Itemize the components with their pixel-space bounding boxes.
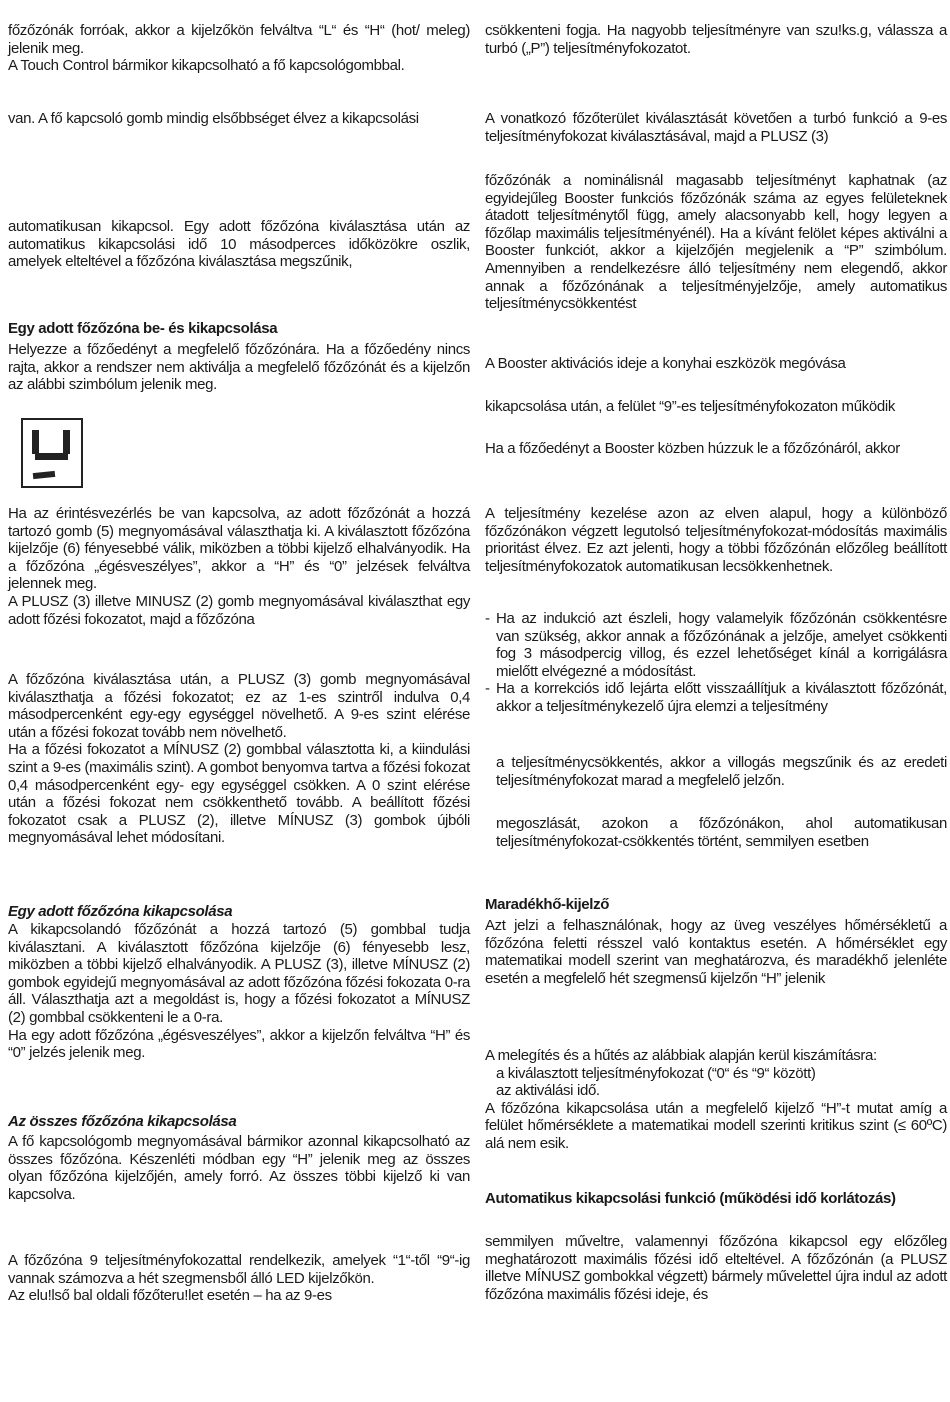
text-block: Ha az érintésvezérlés be van kapcsolva, az adott főzőzónát a hozzá tartozó gomb (5) megnyomásával választhatja ki. A kiválasztott főzőzóna kijelzője (6) fényesebbé válik, miközben a többi kijelző elhalványodik. Ha a főzőzóna „égésveszélyes”, akkor a “H” és “0” jelzések felváltva jelennek meg. A PLUSZ (3) illetve MINUSZ (2) gomb megnyomásával kiválaszthat egy adott főzési fokozatot, majd a főzőzóna [8, 505, 470, 628]
text-block: Azt jelzi a felhasználónak, hogy az üveg veszélyes hőmérsékletű a főzőzóna feletti résszel való kontaktus esetén. A hőmérséklet egy matematikai modell szerint van meghatározva, és maradékhő jelenléte esetén a megfelelő hét szegmensű kijelzőn “H” jelenik [485, 917, 947, 987]
section-heading: Az összes főzőzóna kikapcsolása [8, 1113, 237, 1130]
section-heading: Automatikus kikapcsolási funkció (működési idő korlátozás) [485, 1190, 896, 1207]
no-pan-symbol-icon [21, 418, 83, 488]
text-block: A vonatkozó főzőterület kiválasztását követően a turbó funkció a 9-es teljesítményfokozat kiválasztásával, majd a PLUSZ (3) [485, 110, 947, 145]
section-heading: Egy adott főzőzóna be- és kikapcsolása [8, 320, 278, 337]
text-block: főzőzónák a nominálisnál magasabb teljesítményt kaphatnak (az egyidejűleg Booster funkciós főzőzónák száma az egyes felületeknek átadott teljesítménytől függ, amely alacsonyabb kell, hogy legyen a főzőlap maximális teljesítményénél). Ha a kívánt felölet képes aktiválni a Booster funkciót, akkor a kijelzőjén megjelenik a “P” szimbólum. Amennyiben a rendelkezésre álló teljesítmény nem elegendő, akkor annak a főzőzónának a teljesítményjelzője, amely automatikus teljesítménycsökkentést [485, 172, 947, 313]
text-block: a teljesítménycsökkentés, akkor a villogás megszűnik és az eredeti teljesítményfokozat marad a megfelelő jelzőn. [496, 754, 947, 789]
text-block: automatikusan kikapcsol. Egy adott főzőzóna kiválasztása után az automatikus kikapcsolási idő 10 másodperces időközökre oszlik, amelyek elteltével a főzőzóna kiválasztása megszűnik, [8, 218, 470, 271]
text-block: A kikapcsolandó főzőzónát a hozzá tartozó (5) gombbal tudja kiválasztani. A kiválasztott főzőzóna kijelzője (6) fényesebb lesz, miközben a többi kijelző elhalványodik. A PLUSZ (3), illetve MÍNUSZ (2) gombok egyidejű megnyomásával az adott főzőzóna főzési fokozata 0-ra áll. Választhatja azt a megoldást is, hogy a főzési fokozatot a MÍNUSZ (2) gombbal csökkenteni le a 0-ra. Ha egy adott főzőzóna „égésveszélyes”, akkor a kijelzőn felváltva “H” és “0” jelzés jelenik meg. [8, 921, 470, 1062]
text-block: A főzőzóna kiválasztása után, a PLUSZ (3) gomb megnyomásával kiválaszthatja a főzési fokozatot; ez az 1-es szintről indulva 0,4 másodpercenként egy-egy egységgel növelhető. A 9-es szint elérése után a főzési fokozat tovább nem növelhető. Ha a főzési fokozatot a MÍNUSZ (2) gombbal választotta ki, a kiindulási szint a 9-es (maximális szint). A gombot benyomva tartva a főzési fokozat 0,4 másodpercenként egy- egy egységgel csökken. A 0 szint elérése után a főzési fokozat nem csökkenthető tovább. A beállított főzési fokozatot csak a PLUSZ (2), illetve MÍNUSZ (3) gombok újbóli megnyomásával lehet módosítani. [8, 671, 470, 847]
text-block: Ha a főzőedényt a Booster közben húzzuk le a főzőzónáról, akkor [485, 440, 900, 457]
text-block: csökkenteni fogja. Ha nagyobb teljesítményre van szu!ks.g, válassza a turbó („P”) teljesítményfokozatot. [485, 22, 947, 57]
list-item: - Ha a korrekciós idő lejárta előtt visszaállítjuk a kiválasztott főzőzónát, akkor a teljesítménykezelő újra elemzi a teljesítmény [485, 680, 947, 715]
section-heading: Egy adott főzőzóna kikapcsolása [8, 903, 233, 920]
text-block: kikapcsolása után, a felület “9”-es teljesítményfokozaton működik [485, 398, 895, 415]
text-block: van. A fő kapcsoló gomb mindig elsőbbséget élvez a kikapcsolási [8, 110, 419, 127]
text-block: Helyezze a főzőedényt a megfelelő főzőzónára. Ha a főzőedény nincs rajta, akkor a rendszer nem aktiválja a megfelelő főzőzónát és a kijelzőn az alábbi szimbólum jelenik meg. [8, 341, 470, 394]
text-block: főzőzónák forróak, akkor a kijelzőkön felváltva “L“ és “H“ (hot/ meleg) jelenik meg. A Touch Control bármikor kikapcsolható a fő kapcsológombbal. [8, 22, 470, 75]
text-block: A Booster aktivációs ideje a konyhai eszközök megóvása [485, 355, 846, 372]
section-heading: Maradékhő-kijelző [485, 896, 610, 913]
text-block: A főzőzóna 9 teljesítményfokozattal rendelkezik, amelyek “1“-től “9“-ig vannak számozva a hét szegmensből álló LED kijelzőkön. Az elu!lső bal oldali főzőteru!let esetén – ha az 9-es [8, 1252, 470, 1305]
text-block: megoszlását, azokon a főzőzónákon, ahol automatikusan teljesítményfokozat-csökkentés történt, semmilyen esetben [496, 815, 947, 850]
text-block: semmilyen műveltre, valamennyi főzőzóna kikapcsol egy előzőleg meghatározott maximális főzési idő elteltével. A főzőzónán (a PLUSZ illetve MÍNUSZ gombokkal végzett) bármely művelettel újra indul az adott főzőzóna maximális főzési ideje, és [485, 1233, 947, 1303]
bullet-list [485, 610, 947, 716]
list-item: - Ha az indukció azt észleli, hogy valamelyik főzőzónán csökkentésre van szükség, akkor annak a főzőzónának a jelzője, amelyet csökkenti fog 3 másodpercig villog, és ezzel lehetőséget kínál a korrigálásra mielőtt elvégezné a módosítást. [485, 610, 947, 680]
text-block: A fő kapcsológomb megnyomásával bármikor azonnal kikapcsolható az összes főzőzóna. Készenléti módban egy “H” jelenik meg az összes olyan főzőzóna kijelzőjén, amely forró. Az összes többi kijelző ki van kapcsolva. [8, 1133, 470, 1203]
text-block: A melegítés és a hűtés az alábbiak alapján kerül kiszámításra: a kiválasztott teljesítményfokozat (“0“ és “9“ között) az aktiválási idő. A főzőzóna kikapcsolása után a megfelelő kijelző “H”-t mutat amíg a felület hőmérséklete a matematikai modell szerinti kritikus szint (≤ 60ºC) alá nem esik. [485, 1047, 947, 1152]
text-block: A teljesítmény kezelése azon az elven alapul, hogy a különböző főzőzónákon végzett legutolsó teljesítményfokozat-módosítás maximális prioritást élvez. Ez azt jelenti, hogy a többi főzőzónán előzőleg beállított teljesítményfokozatok automatikusan lecsökkenhetnek. [485, 505, 947, 575]
